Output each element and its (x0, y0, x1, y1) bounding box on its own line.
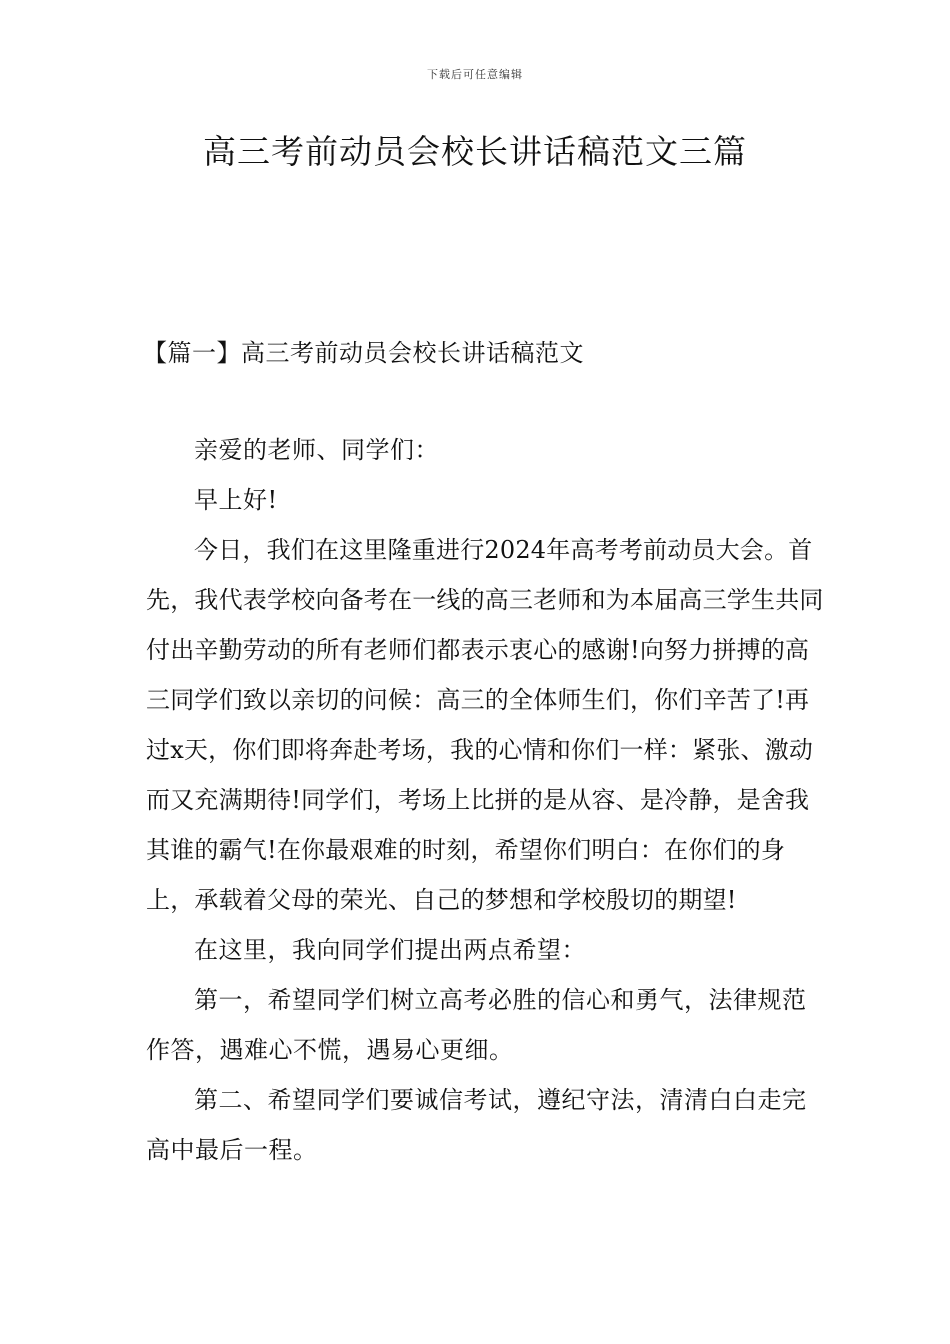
paragraph-hopes-intro: 在这里，我向同学们提出两点希望： (194, 936, 586, 964)
paragraph-hope-two: 第二、希望同学们要诚信考试，遵纪守法，清清白白走完高中最后一程。 (146, 1086, 807, 1164)
header-note: 下载后可任意编辑 (427, 68, 523, 81)
paragraph-good-morning: 早上好! (194, 486, 278, 514)
section-heading: 【篇一】高三考前动员会校长讲话稿范文 (143, 339, 584, 367)
body-text (146, 425, 826, 1175)
paragraph-opening: 今日，我们在这里隆重进行2024年高考考前动员大会。首先，我代表学校向备考在一线的高三老师和为本届高三学生共同付出辛勤劳动的所有老师们都表示衷心的感谢!向努力拼搏的高三同学们致以亲切的问候：高三的全体师生们，你们辛苦了!再过x天，你们即将奔赴考场，我的心情和你们一样：紧张、激动而又充满期待!同学们，考场上比拼的是从容、是冷静，是舍我其谁的霸气!在你最艰难的时刻，希望你们明白：在你们的身上，承载着父母的荣光、自己的梦想和学校殷切的期望! (146, 536, 824, 914)
document-title: 高三考前动员会校长讲话稿范文三篇 (203, 132, 747, 171)
paragraph-hope-one: 第一，希望同学们树立高考必胜的信心和勇气，法律规范作答，遇难心不慌，遇易心更细。 (146, 986, 807, 1064)
paragraph-greeting: 亲爱的老师、同学们： (194, 436, 439, 464)
